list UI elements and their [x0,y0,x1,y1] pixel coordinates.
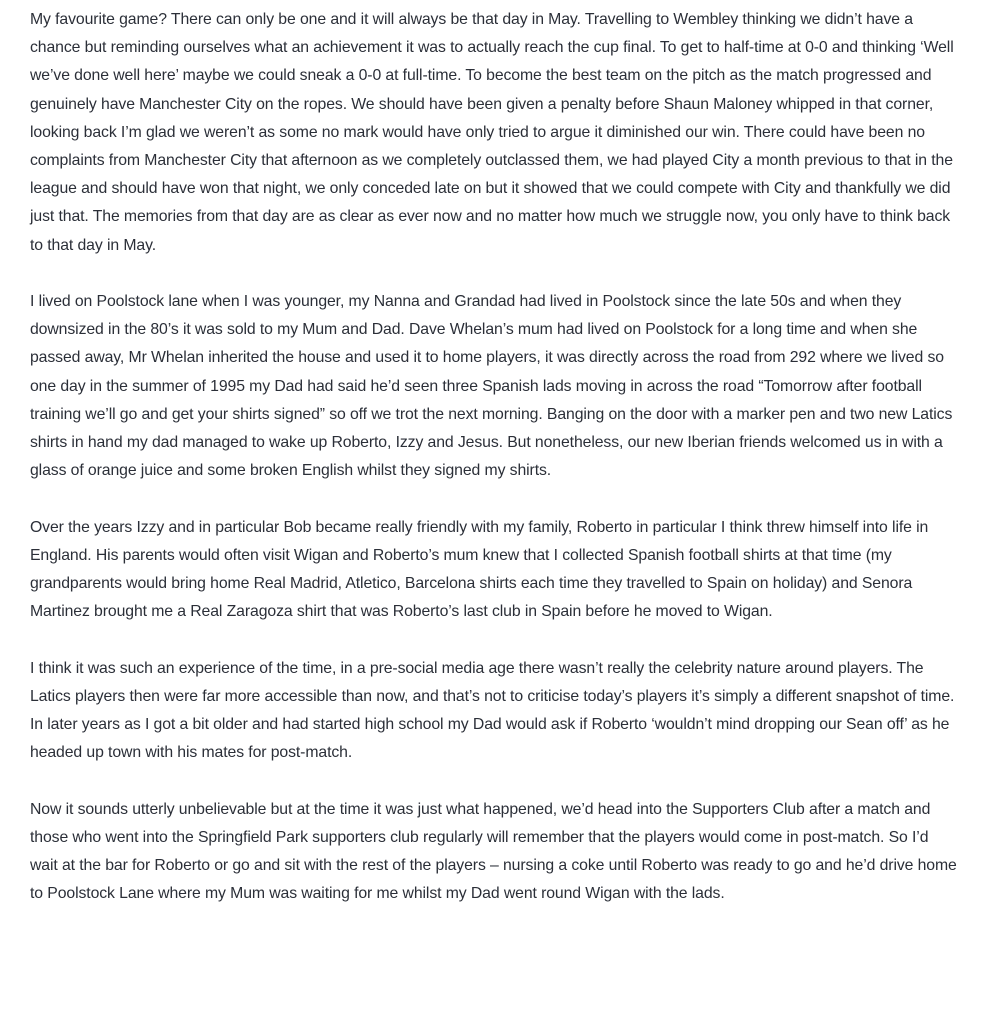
article-paragraph: I lived on Poolstock lane when I was younger, my Nanna and Grandad had lived in Poolstock since the late 50s and when they downsized in the 80’s it was sold to my Mum and Dad. Dave Whelan’s mum had lived on Poolstock for a long time and when she passed away, Mr Whelan inherited the house and used it to home players, it was directly across the road from 292 where we lived so one day in the summer of 1995 my Dad had said he’d seen three Spanish lads moving in across the road “Tomorrow after football training we’ll go and get your shirts signed” so off we trot the next morning. Banging on the door with a marker pen and two new Latics shirts in hand my dad managed to wake up Roberto, Izzy and Jesus. But nonetheless, our new Iberian friends welcomed us in with a glass of orange juice and some broken English whilst they signed my shirts. [30,293,953,480]
article-paragraph: I think it was such an experience of the time, in a pre-social media age there wasn’t really the celebrity nature around players. The Latics players then were far more accessible than now, and that’s not to criticise today’s players it’s simply a different snapshot of time. In later years as I got a bit older and had started high school my Dad would ask if Roberto ‘wouldn’t mind dropping our Sean off’ as he headed up town with his mates for post-match. [30,659,955,762]
article-paragraph: My favourite game? There can only be one and it will always be that day in May. Travelling to Wembley thinking we didn’t have a chance but reminding ourselves what an achievement it was to actually reach the cup final. To get to half-time at 0-0 and thinking ‘Well we’ve done well here’ maybe we could sneak a 0-0 at full-time. To become the best team on the pitch as the match progressed and genuinely have Manchester City on the ropes. We should have been given a penalty before Shaun Maloney whipped in that corner, looking back I’m glad we weren’t as some no mark would have only tried to argue it diminished our win. There could have been no complaints from Manchester City that afternoon as we completely outclassed them, we had played City a month previous to that in the league and should have won that night, we only conceded late on but it showed that we could compete with City and thankfully we did just that. The memories from that day are as clear as ever now and no matter how much we struggle now, you only have to think back to that day in May. [30,11,954,254]
article-paragraph: Now it sounds utterly unbelievable but at the time it was just what happened, we’d head into the Supporters Club after a match and those who went into the Springfield Park supporters club regularly will remember that the players would come in post-match. So I’d wait at the bar for Roberto or go and sit with the rest of the players – nursing a coke until Roberto was ready to go and he’d drive home to Poolstock Lane where my Mum was waiting for me whilst my Dad went round Wigan with the lads. [30,800,957,903]
article-body [30,6,960,908]
article-paragraph: Over the years Izzy and in particular Bob became really friendly with my family, Roberto in particular I think threw himself into life in England. His parents would often visit Wigan and Roberto’s mum knew that I collected Spanish football shirts at that time (my grandparents would bring home Real Madrid, Atletico, Barcelona shirts each time they travelled to Spain on holiday) and Senora Martinez brought me a Real Zaragoza shirt that was Roberto’s last club in Spain before he moved to Wigan. [30,518,929,621]
